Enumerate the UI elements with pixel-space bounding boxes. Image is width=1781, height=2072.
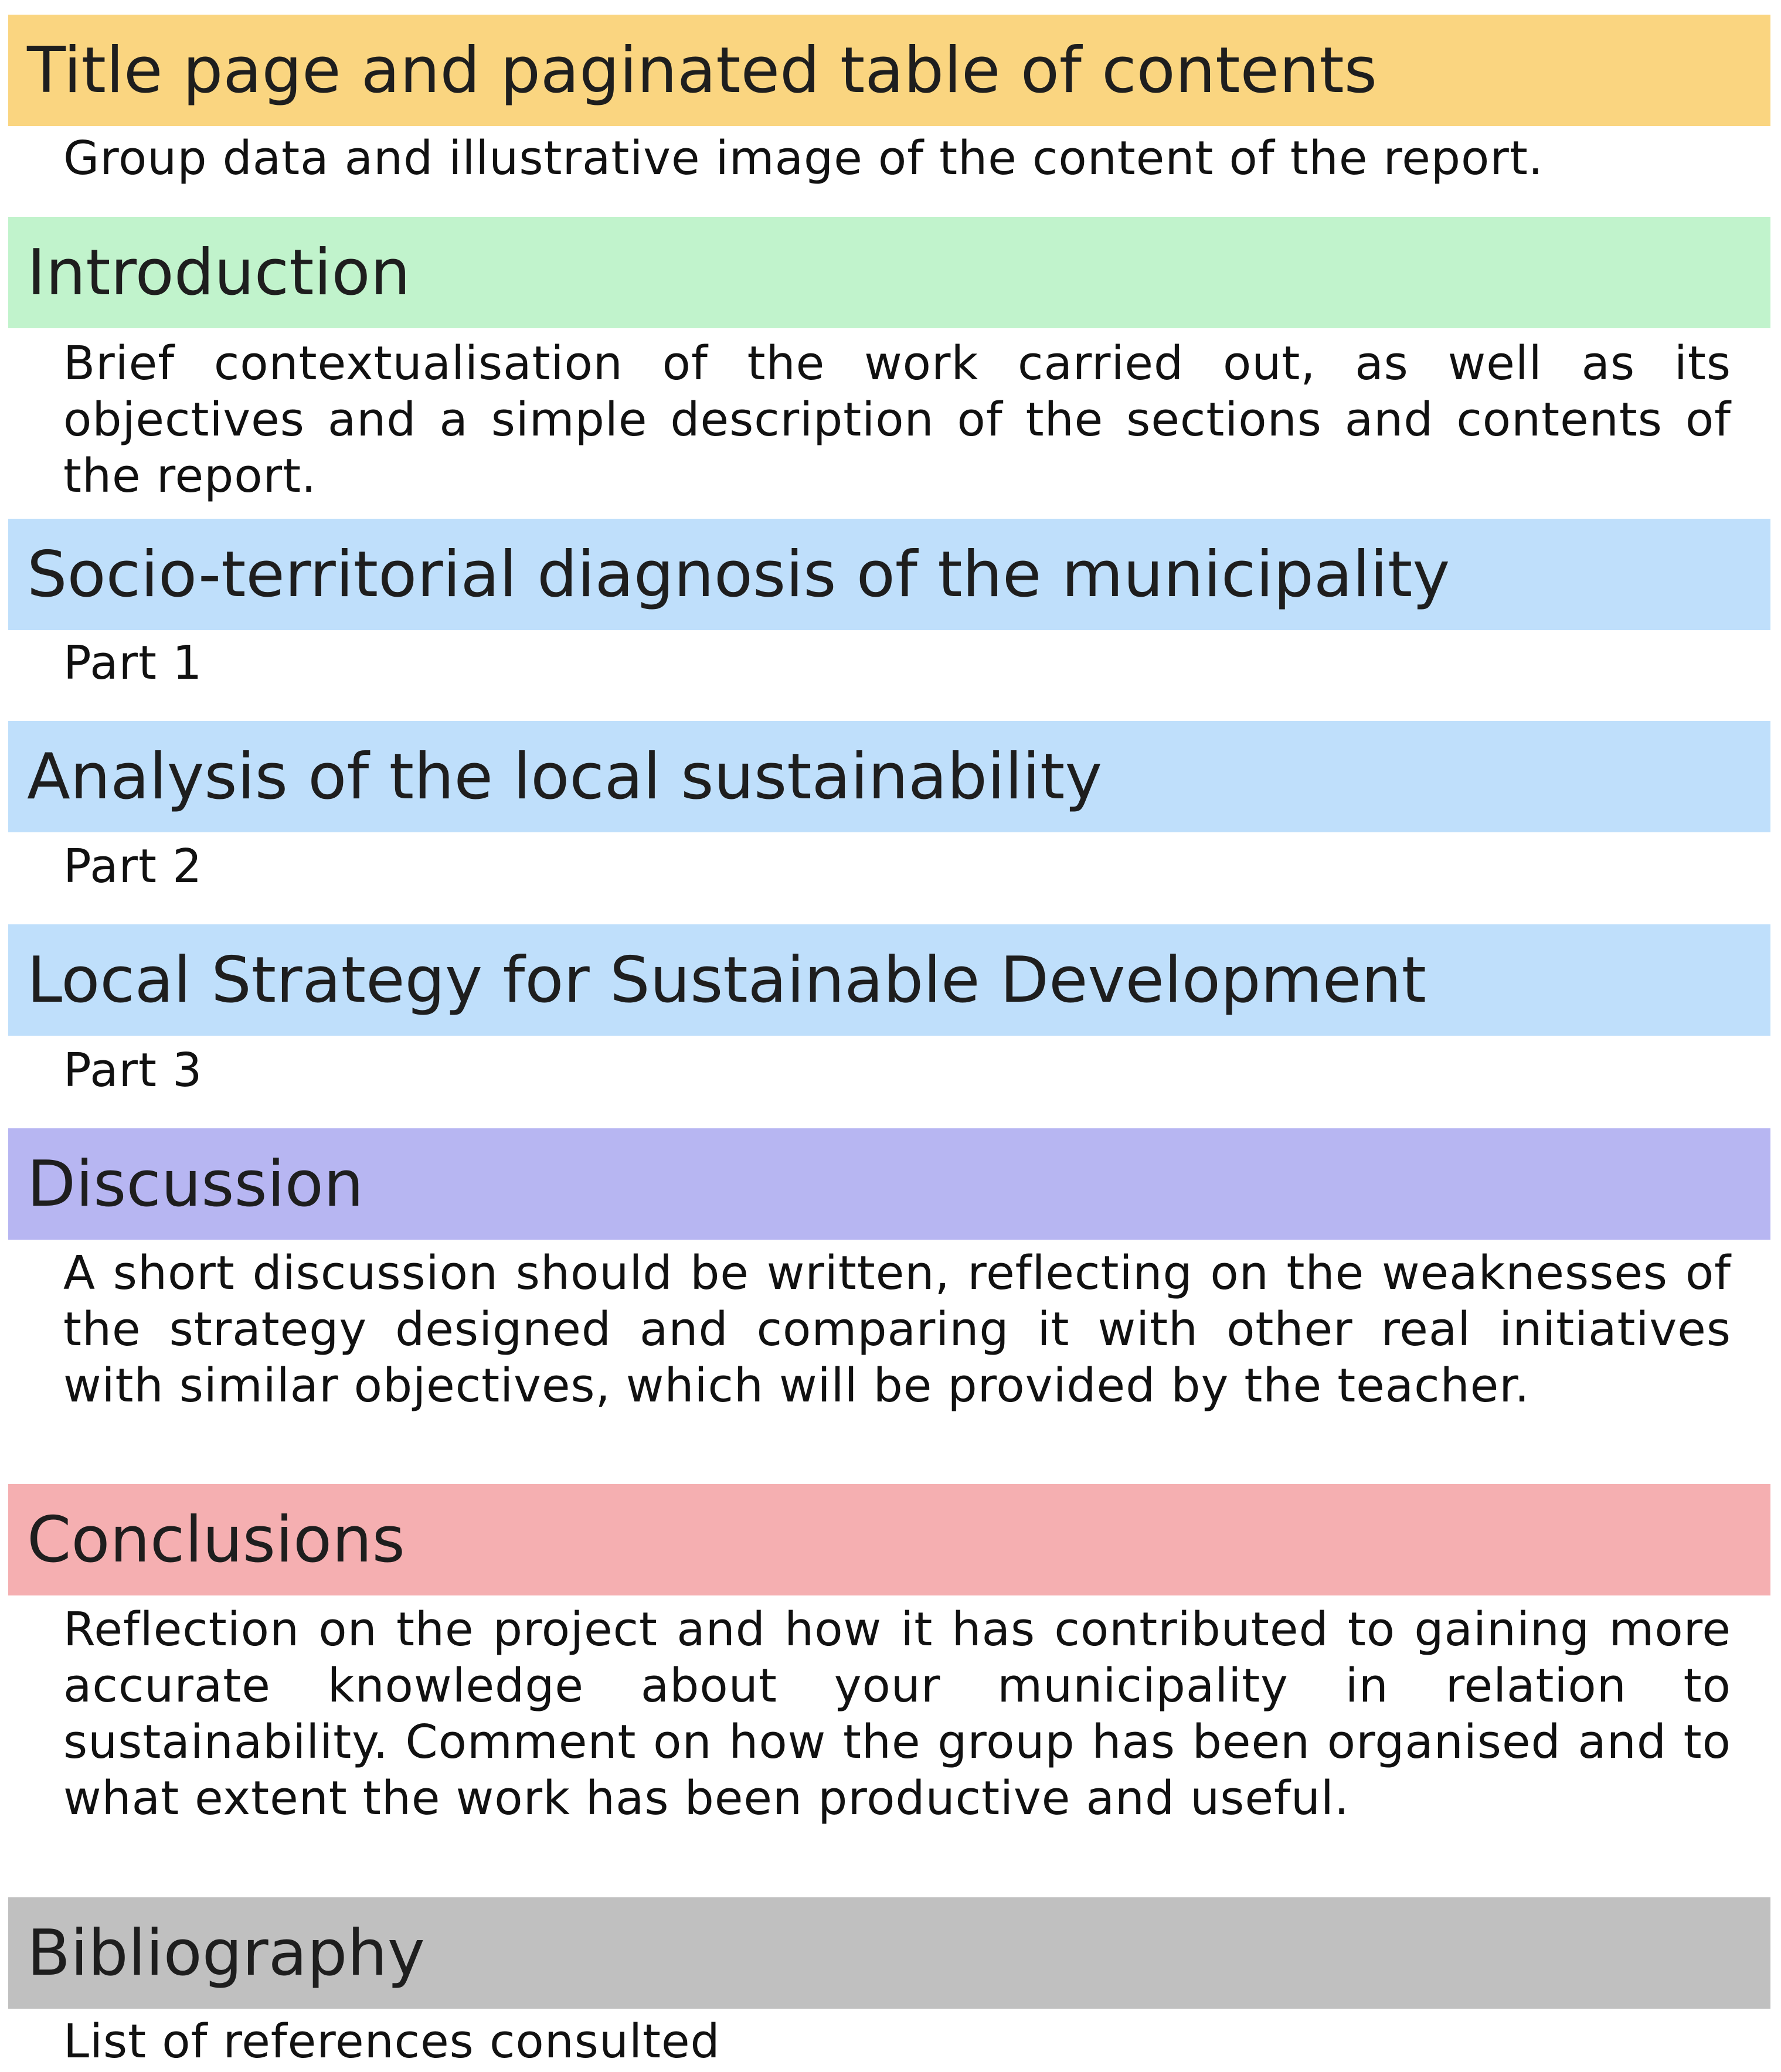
section-description-sustainability-analysis: Part 2 — [63, 839, 203, 893]
section-heading-title-page: Title page and paginated table of contents — [8, 15, 1770, 126]
section-description-introduction: Brief contextualisation of the work carried out, as well as its objectives and a simple description of the sections and contents of the report. — [63, 336, 1731, 503]
section-heading-bibliography: Bibliography — [8, 1897, 1770, 2009]
section-heading-conclusions: Conclusions — [8, 1484, 1770, 1595]
section-heading-discussion: Discussion — [8, 1128, 1770, 1240]
section-description-discussion: A short discussion should be written, reflecting on the weaknesses of the strategy designed and comparing it with other real initiatives with similar objectives, which will be provided by the teacher. — [63, 1246, 1731, 1413]
section-description-bibliography: List of references consulted — [63, 2015, 720, 2068]
section-heading-introduction: Introduction — [8, 217, 1770, 328]
section-description-title-page: Group data and illustrative image of the content of the report. — [63, 131, 1544, 185]
section-heading-sustainability-analysis: Analysis of the local sustainability — [8, 721, 1770, 832]
section-description-conclusions: Reflection on the project and how it has contributed to gaining more accurate knowledge about your municipality in relation to sustainability. Comment on how the group has been organised and to what extent the work has been productive and useful. — [63, 1603, 1731, 1825]
section-description-diagnosis: Part 1 — [63, 636, 203, 690]
section-description-local-strategy: Part 3 — [63, 1043, 203, 1097]
section-heading-diagnosis: Socio-territorial diagnosis of the municipality — [8, 519, 1770, 630]
section-heading-local-strategy: Local Strategy for Sustainable Development — [8, 924, 1770, 1036]
